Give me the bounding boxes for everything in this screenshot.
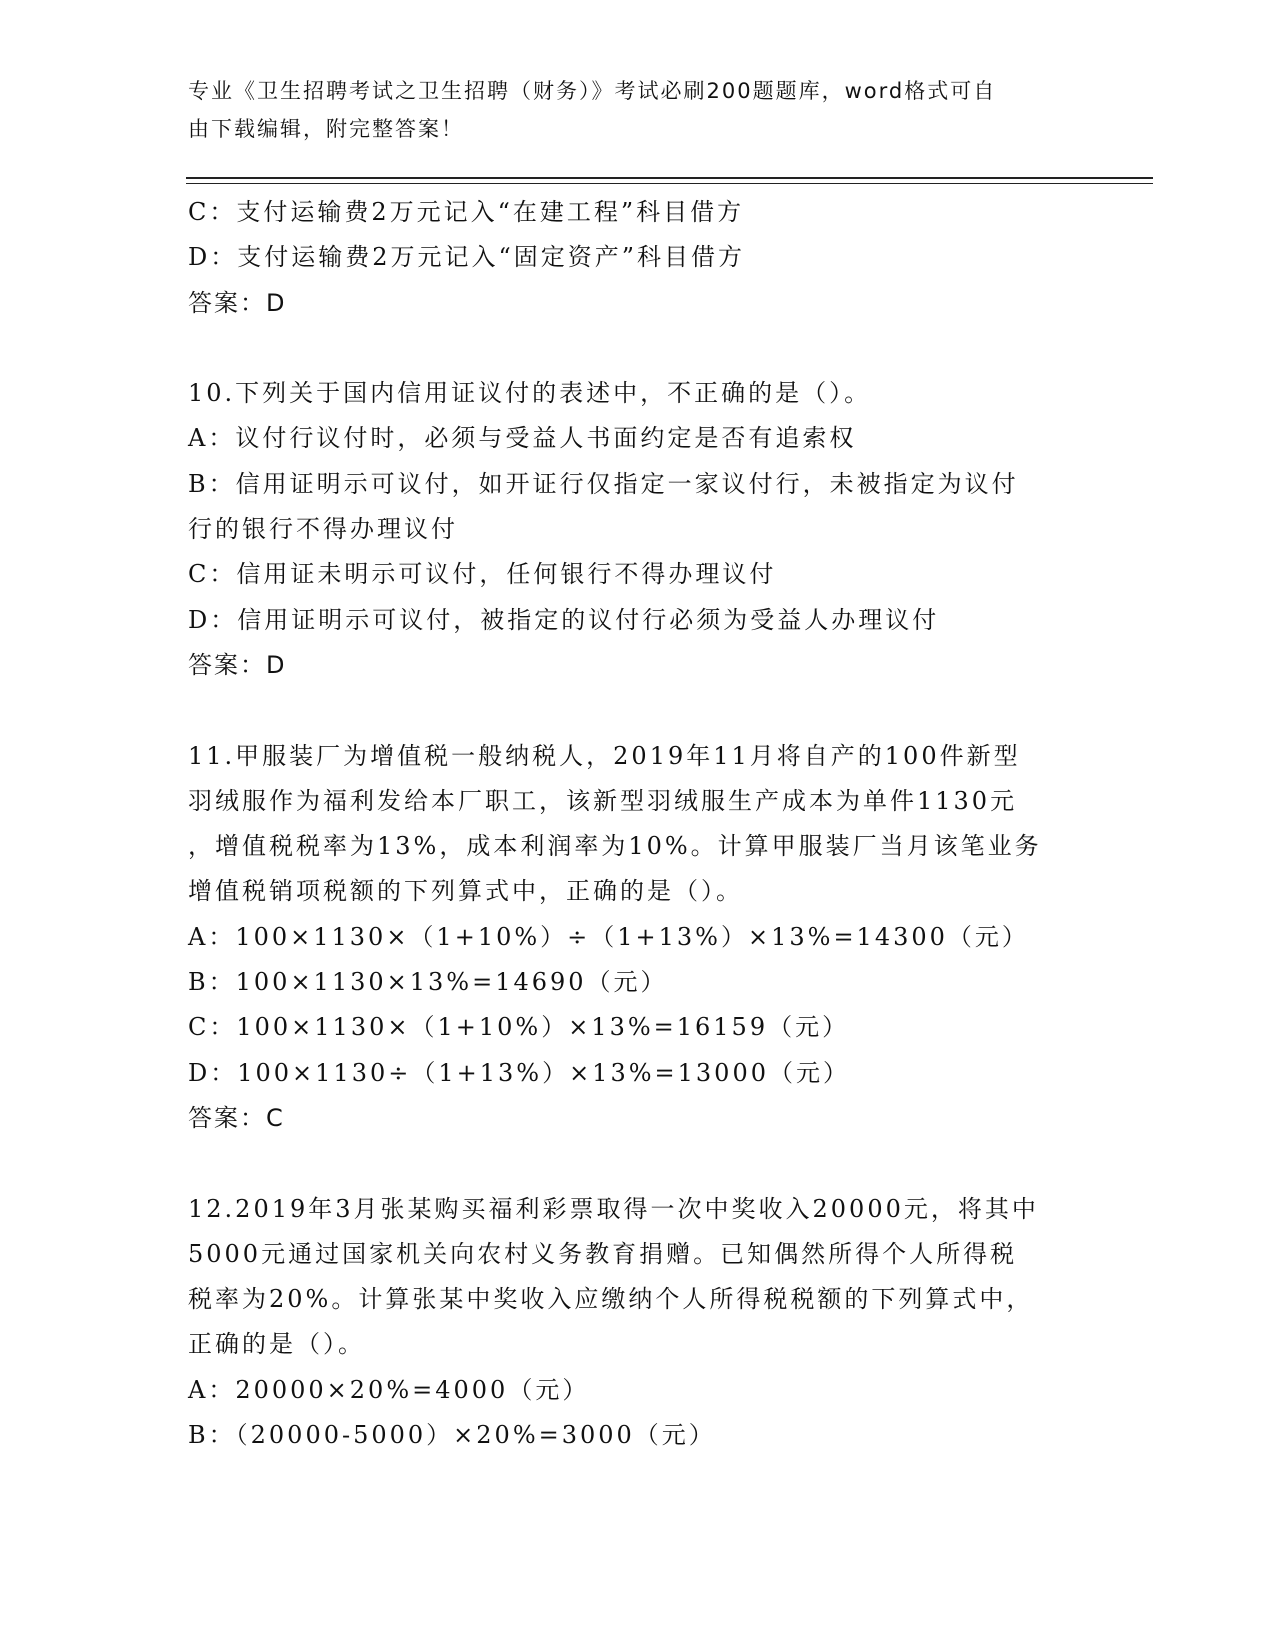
option-c: C：信用证未明示可议付，任何银行不得办理议付 — [188, 560, 777, 589]
option-c: C：100×1130×（1+10%）×13%=16159（元） — [188, 1013, 850, 1042]
option-a: A：100×1130×（1+10%）÷（1+13%）×13%=14300（元） — [188, 922, 1029, 951]
question-9 — [188, 190, 1088, 326]
document-header — [188, 72, 1068, 148]
option-d: D：支付运输费2万元记入“固定资产”科目借方 — [188, 243, 746, 272]
question-10 — [188, 371, 1088, 688]
option-d: D：信用证明示可议付，被指定的议付行必须为受益人办理议付 — [188, 605, 940, 634]
option-c: C：支付运输费2万元记入“在建工程”科目借方 — [188, 198, 745, 226]
question-stem: ，增值税税率为13%，成本利润率为10%。计算甲服装厂当月该笔业务 — [188, 832, 1042, 861]
option-b: B：（20000-5000）×20%=3000（元） — [188, 1421, 716, 1450]
option-b: B：信用证明示可议付，如开证行仅指定一家议付行，未被指定为议付 — [188, 469, 1019, 498]
header-line: 由下载编辑，附完整答案！ — [188, 117, 464, 141]
question-stem: 正确的是（）。 — [188, 1330, 365, 1359]
question-stem: 12.2019年3月张某购买福利彩票取得一次中奖收入20000元，将其中 — [188, 1194, 1039, 1223]
option-a: A：20000×20%=4000（元） — [188, 1375, 590, 1404]
header-divider-thin — [186, 183, 1153, 184]
header-line: 专业《卫生招聘考试之卫生招聘（财务）》考试必刷200题题库，word格式可自 — [188, 79, 997, 103]
question-stem: 11.甲服装厂为增值税一般纳税人，2019年11月将自产的100件新型 — [188, 741, 1021, 770]
question-stem: 羽绒服作为福利发给本厂职工，该新型羽绒服生产成本为单件1130元 — [188, 786, 1018, 815]
question-stem: 5000元通过国家机关向农村义务教育捐赠。已知偶然所得个人所得税 — [188, 1239, 1018, 1268]
question-12 — [188, 1187, 1088, 1459]
question-stem: 10.下列关于国内信用证议付的表述中，不正确的是（）。 — [188, 379, 872, 408]
answer: 答案：D — [188, 650, 287, 679]
question-body — [188, 190, 1088, 1458]
header-divider-thick — [186, 177, 1153, 179]
option-b-continued: 行的银行不得办理议付 — [188, 515, 458, 544]
option-a: A：议付行议付时，必须与受益人书面约定是否有追索权 — [188, 424, 857, 453]
answer: 答案：C — [188, 1103, 285, 1132]
question-stem: 税率为20%。计算张某中奖收入应缴纳个人所得税税额的下列算式中， — [188, 1285, 1034, 1314]
question-11 — [188, 734, 1088, 1142]
answer: 答案：D — [188, 288, 287, 317]
option-d: D：100×1130÷（1+13%）×13%=13000（元） — [188, 1058, 850, 1087]
question-stem: 增值税销项税额的下列算式中，正确的是（）。 — [188, 877, 743, 906]
option-b: B：100×1130×13%=14690（元） — [188, 968, 668, 997]
